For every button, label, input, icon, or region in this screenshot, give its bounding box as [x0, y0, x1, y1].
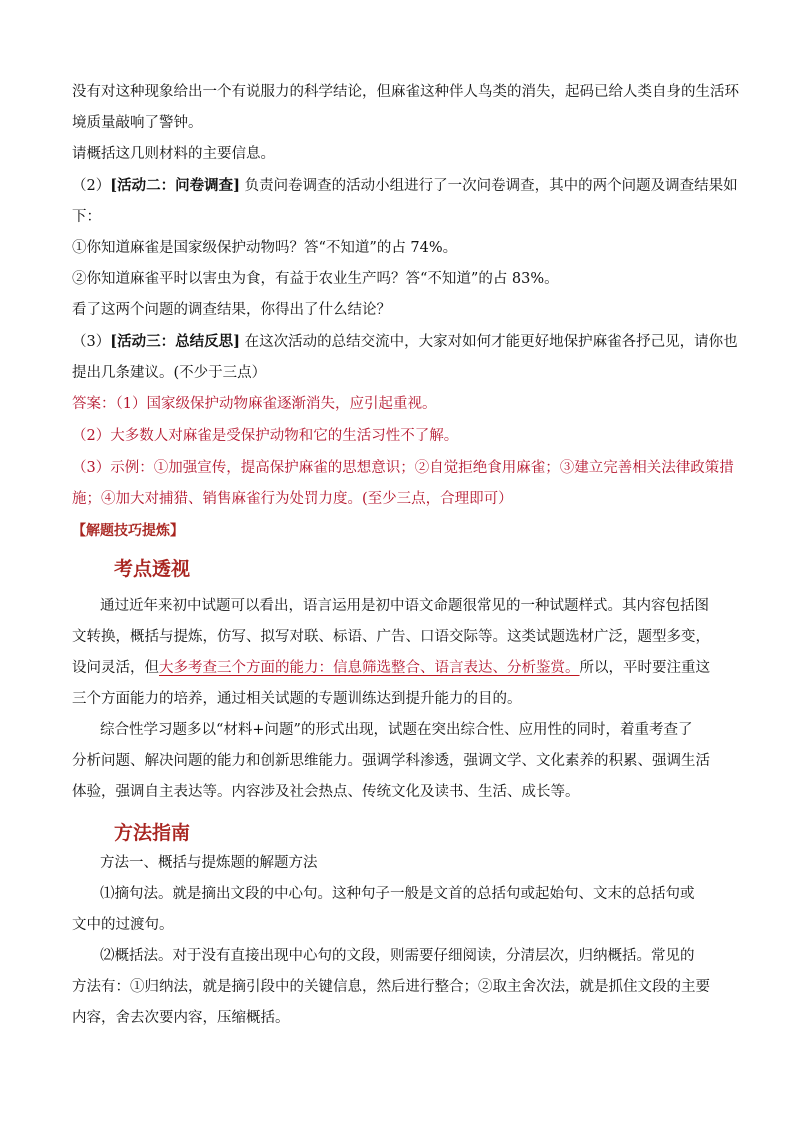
intro-question: 请概括这几则材料的主要信息。 [72, 146, 275, 162]
q3-tag: [活动三：总结反思] [110, 333, 240, 350]
q3-prefix: （3） [72, 334, 111, 350]
s2-method-1: 方法一、概括与提炼题的解题方法 [100, 855, 318, 871]
q2-item-2: ②你知道麻雀平时以害虫为食，有益于农业生产吗？答“不知道”的占 83%。 [72, 271, 559, 287]
q2-prefix: （2） [72, 178, 111, 194]
s1-p2-line-2: 分析问题、解决问题的能力和创新思维能力。强调学科渗透，强调文学、文化素养的积累、强调生活 [72, 753, 710, 769]
s1-p1-line-1: 通过近年来初中试题可以看出，语言运用是初中语文命题很常见的一种试题样式。其内容包括图 [100, 598, 709, 614]
s2-p1-line-2: 文中的过渡句。 [72, 917, 174, 933]
s1-p1-line-3 [72, 658, 732, 678]
section-title-fangfa: 方法指南 [114, 822, 191, 844]
s2-p2-line-1: ⑵概括法。对于没有直接出现中心句的文段，则需要仔细阅读，分清层次，归纳概括。常见的 [100, 948, 695, 964]
s2-p1-line-1: ⑴摘句法。就是摘出文段的中心句。这种句子一般是文首的总括句或起始句、文末的总括句或 [100, 886, 695, 902]
s1-p1-line-3-a: 设问灵活，但 [72, 660, 159, 676]
s1-p1-line-2: 文转换，概括与提炼，仿写、拟写对联、标语、广告、口语交际等。这类试题选材广泛，题型多变， [72, 629, 710, 645]
q2-item-1: ①你知道麻雀是国家级保护动物吗？答“不知道”的占 74%。 [72, 240, 458, 256]
s1-highlight: 大多考查三个方面的能力：信息筛选整合、语言表达、分析鉴赏。 [159, 660, 580, 676]
answer-line-1: 答案：（1）国家级保护动物麻雀逐渐消失，应引起重视。 [72, 396, 437, 412]
s1-p2-line-3: 体验，强调自主表达等。内容涉及社会热点、传统文化及读书、生活、成长等。 [72, 784, 580, 800]
q2-tag: [活动二：问卷调查] [110, 177, 240, 194]
q3-line-2: 提出几条建议。(不少于三点） [72, 365, 267, 381]
s2-p2-line-2: 方法有：①归纳法，就是摘引段中的关键信息，然后进行整合；②取主舍次法，就是抓住文段的主要 [72, 979, 710, 995]
answer-line-3: （3）示例：①加强宣传，提高保护麻雀的思想意识；②自觉拒绝食用麻雀；③建立完善相关法律政策措 [72, 460, 734, 476]
s1-p2-line-1: 综合性学习题多以“材料+问题”的形式出现，试题在突出综合性、应用性的同时，着重考查了 [100, 722, 693, 738]
q2-ask: 看了这两个问题的调查结果，你得出了什么结论？ [72, 302, 391, 318]
s2-p2-line-3: 内容，舍去次要内容，压缩概括。 [72, 1010, 290, 1026]
s1-p1-line-3-c: 所以，平时要注重这 [579, 660, 710, 676]
tips-heading: 【解题技巧提炼】 [72, 523, 184, 539]
intro-line-1: 没有对这种现象给出一个有说服力的科学结论，但麻雀这种伴人鸟类的消失，起码已给人类自身的生活环 [72, 84, 739, 100]
q3-text-1: 在这次活动的总结交流中，大家对如何才能更好地保护麻雀各抒己见，请你也 [239, 334, 738, 350]
answer-line-2: （2）大多数人对麻雀是受保护动物和它的生活习性不了解。 [72, 428, 459, 444]
q2-line-2: 下： [72, 209, 101, 225]
q3-line-1 [72, 332, 738, 352]
intro-line-2: 境质量敲响了警钟。 [72, 115, 203, 131]
q2-line-1 [72, 176, 738, 196]
answer-line-4: 施；④加大对捕猎、销售麻雀行为处罚力度。(至少三点，合理即可） [72, 491, 513, 507]
s1-p1-line-4: 三个方面能力的培养，通过相关试题的专题训练达到提升能力的目的。 [72, 691, 522, 707]
q2-text-1: 负责问卷调查的活动小组进行了一次问卷调查，其中的两个问题及调查结果如 [239, 178, 738, 194]
section-title-kaodian: 考点透视 [114, 558, 191, 580]
